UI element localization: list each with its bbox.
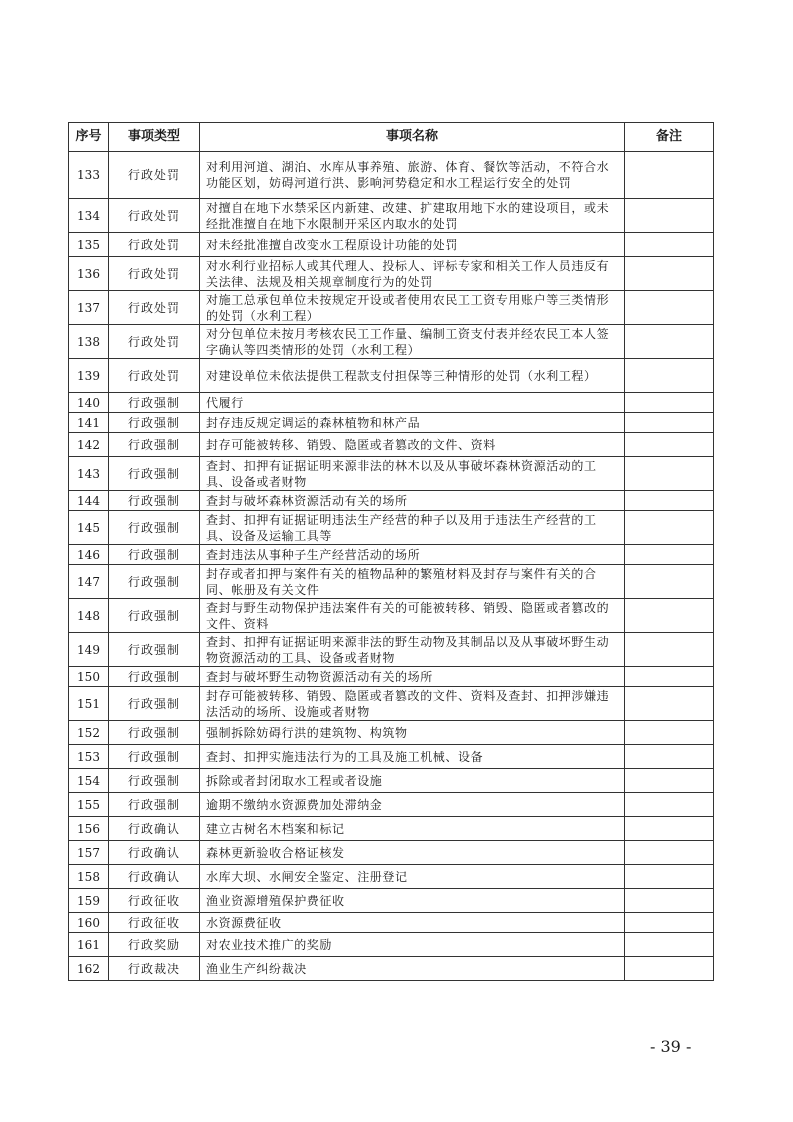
table-row [69,359,714,393]
row-note [625,599,714,633]
row-note [625,745,714,769]
row-name: 水库大坝、水闸安全鉴定、注册登记 [200,865,625,889]
header-note: 备注 [625,123,714,152]
row-note [625,841,714,865]
table-row [69,745,714,769]
row-type: 行政处罚 [109,199,200,233]
table-row [69,152,714,199]
table-row [69,545,714,565]
row-number: 146 [69,545,109,565]
row-type: 行政征收 [109,889,200,913]
row-note [625,793,714,817]
row-note [625,565,714,599]
row-type: 行政强制 [109,793,200,817]
row-note [625,769,714,793]
row-note [625,491,714,511]
row-number: 140 [69,393,109,413]
row-name: 代履行 [200,393,625,413]
row-number: 141 [69,413,109,433]
row-note [625,291,714,325]
table-row [69,491,714,511]
row-number: 161 [69,933,109,957]
row-number: 142 [69,433,109,457]
row-note [625,957,714,981]
table-row [69,325,714,359]
table-row [69,817,714,841]
table-row [69,933,714,957]
row-number: 133 [69,152,109,199]
row-name: 封存可能被转移、销毁、隐匿或者篡改的文件、资料及查封、扣押涉嫌违法活动的场所、设施或者财物 [200,687,625,721]
row-note [625,687,714,721]
row-name: 建立古树名木档案和标记 [200,817,625,841]
row-note [625,393,714,413]
row-type: 行政确认 [109,841,200,865]
row-type: 行政强制 [109,545,200,565]
table-row [69,393,714,413]
row-type: 行政处罚 [109,359,200,393]
row-type: 行政强制 [109,667,200,687]
row-number: 139 [69,359,109,393]
page-number: - 39 - [650,1037,692,1056]
row-number: 154 [69,769,109,793]
row-name: 逾期不缴纳水资源费加处滞纳金 [200,793,625,817]
row-number: 157 [69,841,109,865]
row-note [625,721,714,745]
row-name: 封存可能被转移、销毁、隐匿或者篡改的文件、资料 [200,433,625,457]
row-number: 152 [69,721,109,745]
row-type: 行政裁决 [109,957,200,981]
row-number: 150 [69,667,109,687]
row-note [625,817,714,841]
row-note [625,413,714,433]
row-note [625,865,714,889]
row-note [625,233,714,257]
row-name: 拆除或者封闭取水工程或者设施 [200,769,625,793]
row-name: 查封与破坏野生动物资源活动有关的场所 [200,667,625,687]
row-number: 159 [69,889,109,913]
row-type: 行政强制 [109,633,200,667]
row-type: 行政强制 [109,491,200,511]
row-type: 行政强制 [109,599,200,633]
row-name: 对分包单位未按月考核农民工工作量、编制工资支付表并经农民工本人签字确认等四类情形的处罚（水利工程） [200,325,625,359]
row-name: 查封违法从事种子生产经营活动的场所 [200,545,625,565]
items-table [68,122,714,981]
row-number: 153 [69,745,109,769]
row-name: 查封与野生动物保护违法案件有关的可能被转移、销毁、隐匿或者篡改的文件、资料 [200,599,625,633]
row-number: 143 [69,457,109,491]
row-type: 行政强制 [109,393,200,413]
row-note [625,257,714,291]
row-number: 148 [69,599,109,633]
row-type: 行政强制 [109,433,200,457]
row-number: 136 [69,257,109,291]
table-row [69,957,714,981]
row-type: 行政征收 [109,913,200,933]
row-number: 147 [69,565,109,599]
row-type: 行政强制 [109,565,200,599]
row-name: 封存或者扣押与案件有关的植物品种的繁殖材料及封存与案件有关的合同、帐册及有关文件 [200,565,625,599]
row-name: 对水利行业招标人或其代理人、投标人、评标专家和相关工作人员违反有关法律、法规及相关规章制度行为的处罚 [200,257,625,291]
row-name: 对利用河道、湖泊、水库从事养殖、旅游、体育、餐饮等活动，不符合水功能区划，妨碍河道行洪、影响河势稳定和水工程运行安全的处罚 [200,152,625,199]
header-name: 事项名称 [200,123,625,152]
row-type: 行政奖励 [109,933,200,957]
row-note [625,889,714,913]
table-row [69,687,714,721]
row-number: 138 [69,325,109,359]
row-type: 行政处罚 [109,291,200,325]
row-name: 对施工总承包单位未按规定开设或者使用农民工工资专用账户等三类情形的处罚（水利工程） [200,291,625,325]
row-note [625,359,714,393]
row-number: 156 [69,817,109,841]
row-type: 行政强制 [109,745,200,769]
row-type: 行政强制 [109,721,200,745]
row-number: 162 [69,957,109,981]
row-note [625,633,714,667]
table-header-row [69,123,714,152]
table-body [69,152,714,981]
table-row [69,667,714,687]
row-name: 查封、扣押有证据证明来源非法的林木以及从事破坏森林资源活动的工具、设备或者财物 [200,457,625,491]
table-row [69,769,714,793]
row-name: 查封、扣押有证据证明违法生产经营的种子以及用于违法生产经营的工具、设备及运输工具等 [200,511,625,545]
table-row [69,291,714,325]
row-note [625,511,714,545]
row-note [625,933,714,957]
row-name: 封存违反规定调运的森林植物和林产品 [200,413,625,433]
table-row [69,511,714,545]
table-row [69,233,714,257]
row-name: 对擅自在地下水禁采区内新建、改建、扩建取用地下水的建设项目，或未经批准擅自在地下水限制开采区内取水的处罚 [200,199,625,233]
row-name: 查封、扣押实施违法行为的工具及施工机械、设备 [200,745,625,769]
table-row [69,565,714,599]
row-note [625,199,714,233]
header-no: 序号 [69,123,109,152]
row-type: 行政确认 [109,865,200,889]
row-type: 行政处罚 [109,233,200,257]
row-name: 对未经批准擅自改变水工程原设计功能的处罚 [200,233,625,257]
table-row [69,457,714,491]
row-type: 行政强制 [109,687,200,721]
header-type: 事项类型 [109,123,200,152]
row-type: 行政处罚 [109,152,200,199]
row-name: 查封与破坏森林资源活动有关的场所 [200,491,625,511]
row-note [625,433,714,457]
table-row [69,433,714,457]
row-name: 渔业生产纠纷裁决 [200,957,625,981]
row-name: 强制拆除妨碍行洪的建筑物、构筑物 [200,721,625,745]
row-note [625,152,714,199]
row-note [625,667,714,687]
table-row [69,721,714,745]
table-row [69,633,714,667]
row-name: 水资源费征收 [200,913,625,933]
table-row [69,257,714,291]
row-type: 行政强制 [109,457,200,491]
row-number: 151 [69,687,109,721]
row-number: 149 [69,633,109,667]
row-note [625,325,714,359]
row-name: 对建设单位未依法提供工程款支付担保等三种情形的处罚（水利工程） [200,359,625,393]
row-name: 对农业技术推广的奖励 [200,933,625,957]
row-name: 森林更新验收合格证核发 [200,841,625,865]
table-row [69,793,714,817]
row-type: 行政强制 [109,769,200,793]
row-number: 155 [69,793,109,817]
row-note [625,457,714,491]
table-row [69,599,714,633]
table-row [69,413,714,433]
row-type: 行政处罚 [109,325,200,359]
row-type: 行政强制 [109,413,200,433]
table-row [69,865,714,889]
row-note [625,913,714,933]
row-note [625,545,714,565]
row-number: 160 [69,913,109,933]
row-type: 行政确认 [109,817,200,841]
table-row [69,199,714,233]
row-type: 行政处罚 [109,257,200,291]
row-number: 135 [69,233,109,257]
table-row [69,841,714,865]
table-row [69,913,714,933]
row-name: 渔业资源增殖保护费征收 [200,889,625,913]
row-name: 查封、扣押有证据证明来源非法的野生动物及其制品以及从事破坏野生动物资源活动的工具、设备或者财物 [200,633,625,667]
row-number: 145 [69,511,109,545]
row-number: 144 [69,491,109,511]
row-number: 134 [69,199,109,233]
table-row [69,889,714,913]
row-number: 158 [69,865,109,889]
row-number: 137 [69,291,109,325]
row-type: 行政强制 [109,511,200,545]
